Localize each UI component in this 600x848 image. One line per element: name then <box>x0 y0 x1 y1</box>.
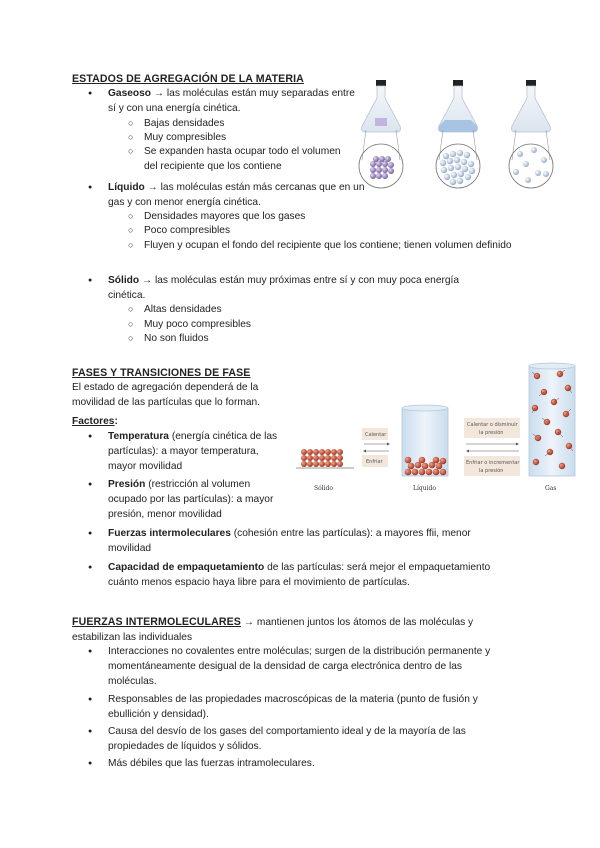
enfriar-text: Enfriar <box>366 459 383 465</box>
factor-fuerzas-label: Fuerzas intermoleculares <box>108 528 231 539</box>
liquid-tube <box>402 405 448 492</box>
solido-sub-1: ○ Altas densidades <box>144 302 222 317</box>
factor-presion-label: Presión <box>108 479 146 490</box>
enfriar-presion-text-2: la presión <box>479 468 504 474</box>
factores-label: Factores <box>72 416 115 427</box>
phase-transition-figure <box>292 362 584 496</box>
factores-colon: : <box>114 416 118 427</box>
liquido-text: → las moléculas están más cercanas que en un gas y con menor energía cinética. <box>108 182 365 208</box>
factor-fuerzas-text: (cohesión entre las partículas): a mayores ffii, menor movilidad <box>108 528 471 554</box>
factor-temperatura <box>108 429 280 474</box>
factor-empaquetamiento <box>108 560 518 590</box>
liquid-caption: Líquido <box>413 485 436 492</box>
gas-tube <box>529 363 575 492</box>
liquido-sub-2: ○ Poco compresibles <box>144 223 230 238</box>
liquido-item <box>108 180 378 210</box>
factor-empaquetamiento-text: de las partículas: será mejor el empaquetamiento cuánto menos espacio haya libre para el movimiento de partículas. <box>108 562 491 588</box>
section2-intro: El estado de agregación dependerá de la movilidad de las partículas que lo forman. <box>72 382 261 408</box>
calentar-text: Calentar <box>365 432 387 438</box>
factor-temperatura-label: Temperatura <box>108 431 169 442</box>
factores-heading <box>72 414 118 429</box>
factor-temperatura-text: (energía cinética de las partículas): a mayor temperatura, mayor movilidad <box>108 431 278 472</box>
calentar-presion-text-1: Calentar o disminuir <box>467 422 518 428</box>
factor-empaquetamiento-label: Capacidad de empaquetamiento <box>108 562 265 573</box>
section3-intro: → mantienen juntos los átomos de las moléculas y estabilizan las individuales <box>72 617 474 643</box>
gaseoso-sub-3: ○ Se expanden hasta ocupar todo el volumen del recipiente que los contiene <box>144 144 344 174</box>
states-flask-illustration <box>358 78 568 190</box>
section3-heading <box>72 615 512 645</box>
fuerzas-item-4: ● Más débiles que las fuerzas intramoleculares. <box>108 756 503 771</box>
gaseoso-label: Gaseoso <box>108 88 152 99</box>
liquido-sub-3: ○ Fluyen y ocupan el fondo del recipiente que los contiene; tienen volumen definido <box>144 238 512 253</box>
solido-sub-2: ○ Muy poco compresibles <box>144 317 251 332</box>
solido-sub-3: ○ No son fluidos <box>144 331 209 346</box>
gaseoso-sub-2: ○ Muy compresibles <box>144 130 226 145</box>
fuerzas-item-2: ● Responsables de las propiedades macroscópicas de la materia (punto de fusión y ebullición y densidad). <box>108 692 503 722</box>
section1-title: ESTADOS DE AGREGACIÓN DE LA MATERIA <box>72 73 304 85</box>
solid-caption: Sólido <box>314 485 334 492</box>
solido-label: Sólido <box>108 275 140 286</box>
gaseoso-sub-1: ○ Bajas densidades <box>144 116 224 131</box>
fuerzas-item-3: ● Causa del desvío de los gases del comportamiento ideal y de la mayoría de las propiedades de líquidos y sólidos. <box>108 724 503 754</box>
flask-solid <box>359 80 403 188</box>
factor-presion-text: (restricción al volumen ocupado por las partículas): a mayor presión, menor movilidad <box>108 479 274 520</box>
flask-liquid <box>436 80 480 188</box>
gas-caption: Gas <box>545 485 557 492</box>
factor-presion <box>108 477 280 522</box>
flask-gas <box>509 80 553 188</box>
heat-cool-arrows-1 <box>362 428 390 467</box>
liquido-sub-1: ○ Densidades mayores que los gases <box>144 209 305 224</box>
fuerzas-item-1: ● Interacciones no covalentes entre moléculas; surgen de la distribución permanente y momentáneamente desigual de la densidad de carga electrónica dentro de las moléculas. <box>108 644 503 689</box>
section2-title: FASES Y TRANSICIONES DE FASE <box>72 367 251 379</box>
enfriar-presion-text-1: Enfriar o incrementar <box>466 460 520 466</box>
factor-fuerzas <box>108 526 508 556</box>
gaseoso-text: → las moléculas están muy separadas entre sí y con una energía cinética. <box>108 88 355 114</box>
solido-text: → las moléculas están muy próximas entre sí y con muy poca energía cinética. <box>108 275 460 301</box>
gaseoso-item <box>108 86 358 116</box>
solid-particles <box>296 449 354 492</box>
section3-title: FUERZAS INTERMOLECULARES <box>72 616 241 628</box>
liquido-label: Líquido <box>108 182 145 193</box>
solido-item <box>108 273 498 303</box>
heat-cool-arrows-2 <box>464 418 520 476</box>
calentar-presion-text-2: la presión <box>479 430 504 436</box>
